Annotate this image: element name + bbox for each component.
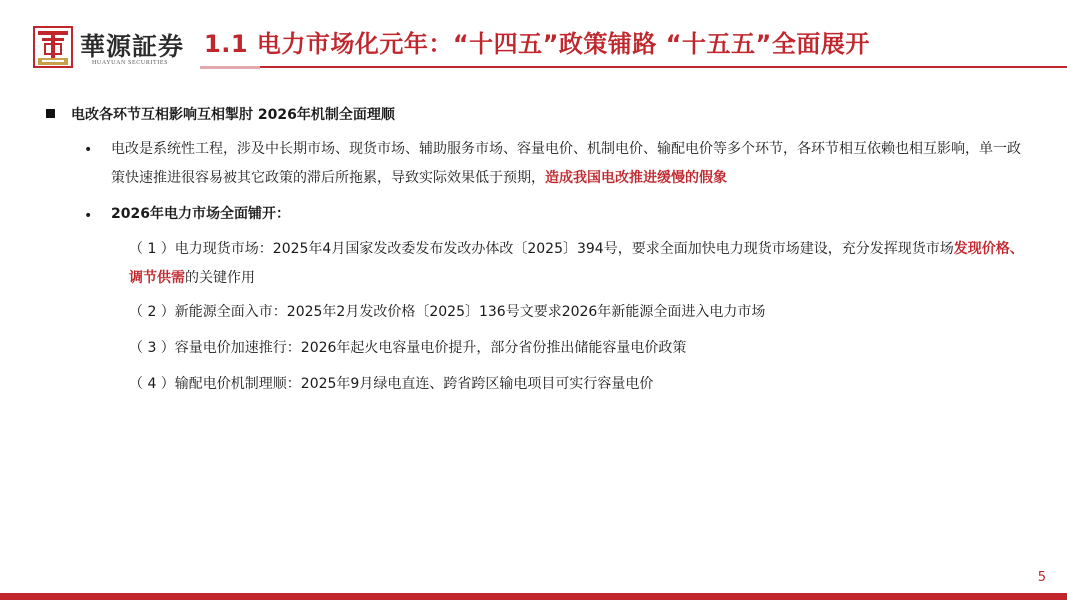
bullet-marker: • [84, 142, 93, 158]
footer-bar [0, 593, 1067, 600]
bullet-marker: • [84, 208, 93, 224]
list-item [129, 298, 1029, 327]
page-number: 5 [1037, 570, 1046, 585]
section-heading [46, 104, 395, 124]
list-item-tail: 的关键作用 [185, 270, 255, 286]
bullet-heading: 2026年电力市场全面铺开： [111, 206, 290, 222]
slide-title: 1.1 电力市场化元年：“十四五”政策铺路 “十五五”全面展开 [204, 30, 870, 58]
list-item [129, 370, 1029, 399]
square-bullet-icon [46, 109, 55, 118]
title-divider-accent [200, 66, 260, 69]
list-item-text: （ 3 ）容量电价加速推行：2026年起火电容量电价提升，部分省份推出储能容量电价政策 [129, 340, 687, 356]
logo-english-name: HUAYUAN SECURITIES [92, 60, 169, 66]
logo-chinese-name: 華源証券 [80, 32, 185, 61]
logo-seal-icon [33, 26, 73, 68]
bullet-paragraph-text: 电改是系统性工程，涉及中长期市场、现货市场、辅助服务市场、容量电价、机制电价、输配电价等多个环节，各环节相互依赖也相互影响，单一政策快速推进很容易被其它政策的滞后所拖累，导致实际效果低于预期， [111, 141, 1021, 186]
company-logo [33, 26, 193, 72]
bullet-paragraph-highlight: 造成我国电改推进缓慢的假象 [545, 170, 727, 186]
list-item-text: （ 1 ）电力现货市场：2025年4月国家发改委发布发改办体改〔2025〕394号，要求全面加快电力现货市场建设，充分发挥现货市场 [129, 241, 954, 257]
list-item-text: （ 4 ）输配电价机制理顺：2025年9月绿电直连、跨省跨区输电项目可实行容量电价 [129, 376, 654, 392]
bullet-paragraph [111, 135, 1031, 193]
list-item [129, 334, 1029, 363]
list-item [129, 235, 1029, 293]
list-item-text: （ 2 ）新能源全面入市：2025年2月发改价格〔2025〕136号文要求2026年新能源全面进入电力市场 [129, 304, 766, 320]
title-divider [200, 66, 1067, 68]
section-heading-text: 电改各环节互相影响互相掣肘 2026年机制全面理顺 [71, 107, 395, 123]
list-item-highlight: 发现价格、调节供需 [129, 241, 1024, 286]
